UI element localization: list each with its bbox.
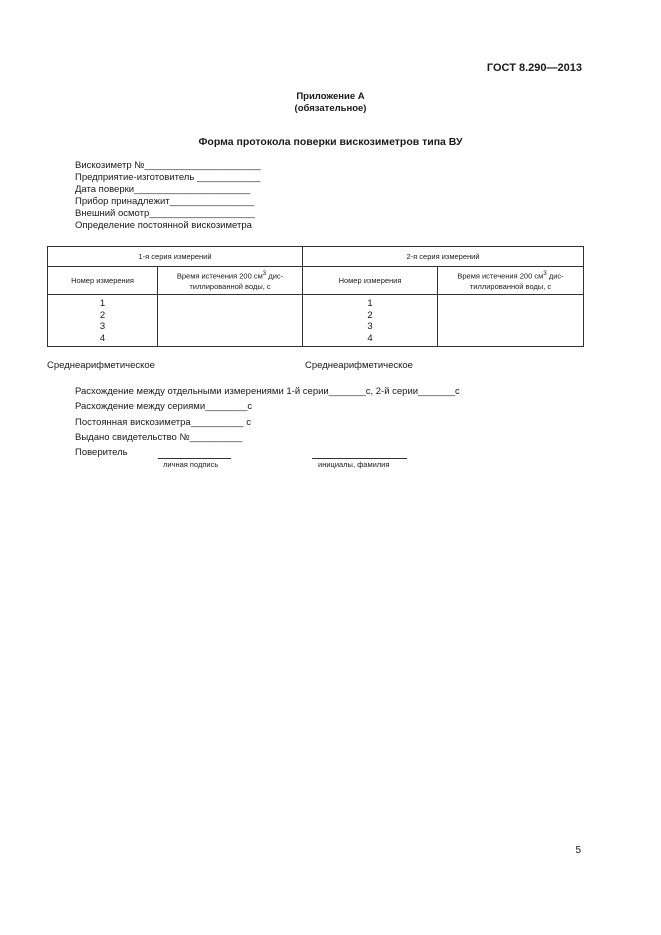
- verifier-label: Поверитель: [75, 447, 128, 458]
- name-caption: инициалы, фамилия: [318, 460, 390, 469]
- line-certificate-number: Выдано свидетельство №__________: [75, 432, 243, 443]
- col-measurement-number: Номер измерения: [303, 267, 438, 295]
- signature-line: [158, 458, 231, 459]
- average-series-2: Среднеарифметическое: [305, 360, 413, 371]
- field-viscometer-number: Вискозиметр №______________________: [75, 160, 261, 171]
- line-viscometer-constant: Постоянная вискозиметра__________ с: [75, 417, 251, 428]
- line-discrepancy-series: Расхождение между сериями________с: [75, 401, 253, 412]
- col-measurement-number: Номер измерения: [48, 267, 158, 295]
- series-1-header: 1-я серия измерений: [48, 247, 303, 267]
- field-visual-inspection: Внешний осмотр____________________: [75, 208, 255, 219]
- col-flow-time: Время истечения 200 $см^3$ дис- тиллированной воды, с: [438, 267, 584, 295]
- field-manufacturer: Предприятие-изготовитель ____________: [75, 172, 261, 183]
- series-2-numbers: 1 2 3 4: [303, 295, 438, 347]
- signature-caption: личная подпись: [163, 460, 219, 469]
- col-flow-time: Время истечения 200 $см^3$ дис- тиллированной воды, с: [158, 267, 303, 295]
- measurement-table: [47, 246, 584, 347]
- appendix-title: Приложение А: [296, 91, 365, 102]
- standard-number: ГОСТ 8.290—2013: [486, 62, 582, 74]
- name-line: [312, 458, 407, 459]
- appendix-status: (обязательное): [294, 103, 367, 114]
- series-1-times-cell: [158, 295, 303, 347]
- page-number: 5: [575, 845, 581, 856]
- form-title: Форма протокола поверки вискозиметров типа ВУ: [198, 136, 463, 148]
- series-2-header: 2-я серия измерений: [303, 247, 584, 267]
- field-device-owner: Прибор принадлежит________________: [75, 196, 255, 207]
- average-series-1: Среднеарифметическое: [47, 360, 155, 371]
- line-discrepancy-measurements: Расхождение между отдельными измерениями 1-й серии_______с, 2-й серии_______с: [75, 386, 460, 397]
- field-verification-date: Дата поверки______________________: [75, 184, 251, 195]
- series-2-times-cell: [438, 295, 584, 347]
- appendix-heading: [0, 91, 661, 115]
- series-1-numbers: 1 2 3 4: [48, 295, 158, 347]
- field-constant-determination: Определение постоянной вискозиметра: [75, 220, 252, 231]
